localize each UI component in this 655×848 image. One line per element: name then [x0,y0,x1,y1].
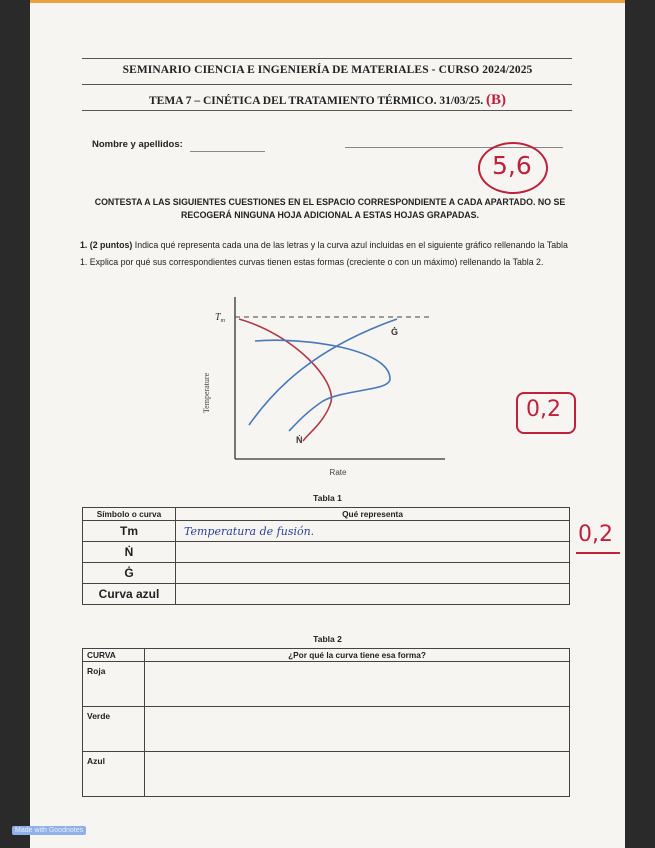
table-row [83,707,570,752]
question-1-grade-value: 0,2 [526,397,561,422]
answer-cell[interactable] [176,584,570,605]
question-1-number: 1. (2 puntos) [80,240,133,250]
curve-label: Roja [83,662,145,707]
symbol-cell: Ġ [83,563,176,584]
table-row [83,521,570,542]
total-grade-value: 5,6 [492,151,532,180]
tabla-1-title: Tabla 1 [313,493,342,503]
tabla-1-col-meaning: Qué representa [176,508,570,521]
question-1-text: Indica qué representa cada una de las letras y la curva azul incluidas en el siguiente gráfico rellenando la Tabla 1. Explica por qué sus correspondientes curvas tienen estas formas (creciente o con un máximo) rellenando la Tabla 2. [80,240,568,267]
table-row [83,752,570,797]
curve-label: Azul [83,752,145,797]
n-dot-label: Ṅ [296,435,303,445]
reason-cell[interactable] [145,707,570,752]
name-label: Nombre y apellidos: [92,139,183,150]
exam-title-text: TEMA 7 – CINÉTICA DEL TRATAMIENTO TÉRMICO. 31/03/25. [149,95,484,107]
question-1 [80,237,575,271]
header-rule-bottom [82,110,572,111]
tabla-2-title: Tabla 2 [313,634,342,644]
reason-cell[interactable] [145,662,570,707]
answer-cell[interactable] [176,563,570,584]
blue-curve-growth [249,319,397,425]
symbol-cell: Curva azul [83,584,176,605]
tabla-1-header [83,508,570,521]
ttt-figure [195,293,455,483]
tabla-1-grade [578,522,613,547]
goodnotes-watermark: Made with Goodnotes [12,826,86,835]
page-edge-strip [30,0,625,3]
g-dot-label: Ġ [391,327,399,337]
red-curve [239,319,331,441]
x-axis-label: Rate [329,468,347,477]
exam-title [0,92,655,109]
tm-label: $T_m$ [215,312,225,324]
header-rule-top [82,58,572,59]
tabla-1-col-symbol: Símbolo o curva [83,508,176,521]
tabla-2 [82,648,570,797]
exam-variant: (B) [485,92,506,108]
grade-underline [576,552,620,554]
reason-cell[interactable] [145,752,570,797]
tabla-2-col-reason: ¿Por qué la curva tiene esa forma? [145,649,570,662]
name-field[interactable] [190,151,265,152]
tabla-2-header [83,649,570,662]
tabla-2-col-curve: CURVA [83,649,145,662]
total-grade [478,142,548,192]
question-1-grade [516,392,574,432]
symbol-cell: Ṅ [83,542,176,563]
tabla-1 [82,507,570,605]
symbol-cell: Tm [83,521,176,542]
table-row [83,563,570,584]
answer-cell[interactable] [176,542,570,563]
instructions: CONTESTA A LAS SIGUIENTES CUESTIONES EN EL ESPACIO CORRESPONDIENTE A CADA APARTADO. NO SE RECOGERÁ NINGUNA HOJA ADICIONAL A ESTAS HOJAS GRAPADAS. [94,197,566,220]
curve-label: Verde [83,707,145,752]
table-row [83,542,570,563]
tabla-1-grade-value: 0,2 [578,522,613,547]
header-rule-mid [82,84,572,85]
answer-cell[interactable]: Temperatura de fusión. [176,521,570,542]
course-title: SEMINARIO CIENCIA E INGENIERÍA DE MATERIALES - CURSO 2024/2025 [122,64,533,76]
y-axis-label: Temperature [202,372,211,414]
table-row [83,584,570,605]
table-row [83,662,570,707]
